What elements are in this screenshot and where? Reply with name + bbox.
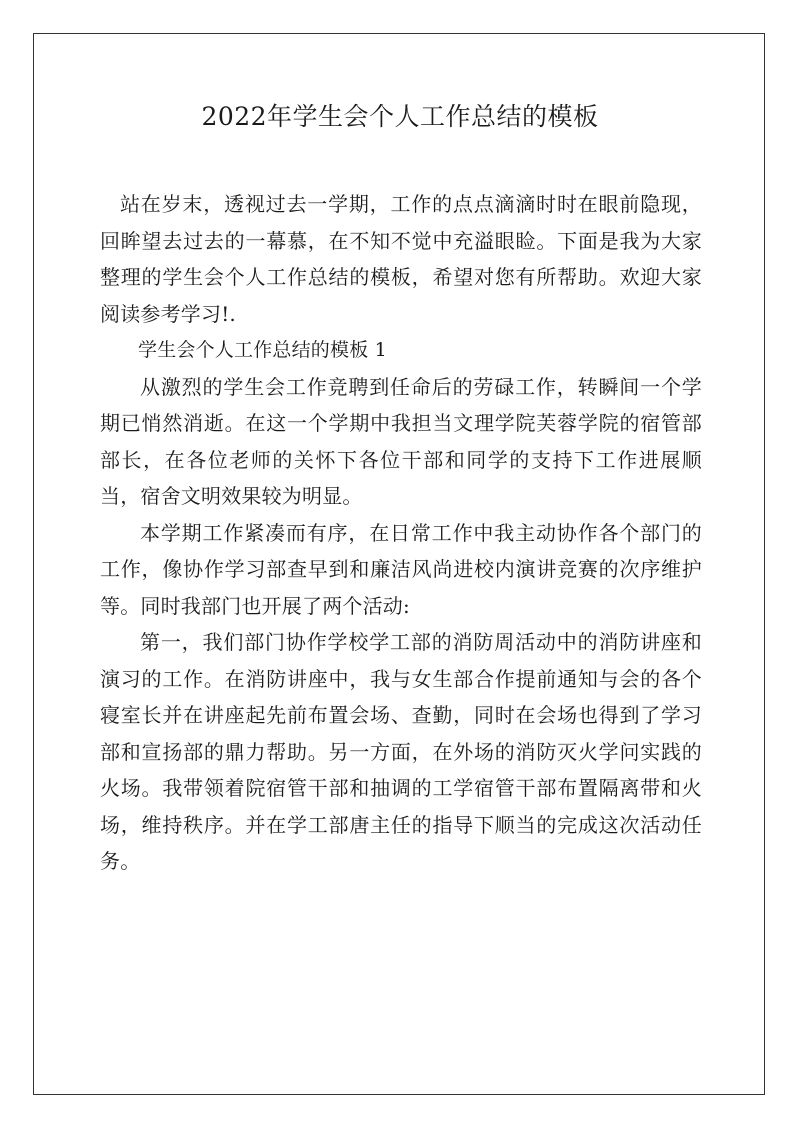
section-heading: 学生会个人工作总结的模板 1 [138, 339, 387, 361]
document-title: 2022年学生会个人工作总结的模板 [201, 102, 599, 131]
body-paragraph: 从激烈的学生会工作竞聘到任命后的劳碌工作，转瞬间一个学期已悄然消逝。在这一个学期中我担当文理学院芙蓉学院的宿管部部长，在各位老师的关怀下各位干部和同学的支持下工作进展顺当，宿舍文明效果较为明显。 [100, 374, 702, 508]
document-body [100, 186, 702, 880]
body-paragraph: 第一，我们部门协作学校学工部的消防周活动中的消防讲座和演习的工作。在消防讲座中，我与女生部合作提前通知与会的各个寝室长并在讲座起先前布置会场、查勤，同时在会场也得到了学习部和宣扬部的鼎力帮助。另一方面，在外场的消防灭火学问实践的火场。我带领着院宿管干部和抽调的工学宿管干部布置隔离带和火场，维持秩序。并在学工部唐主任的指导下顺当的完成这次活动任务。 [100, 630, 702, 873]
body-paragraph: 本学期工作紧凑而有序，在日常工作中我主动协作各个部门的工作，像协作学习部查早到和廉洁风尚进校内演讲竞赛的次序维护等。同时我部门也开展了两个活动: [100, 520, 702, 618]
intro-paragraph: 站在岁末，透视过去一学期，工作的点点滴滴时时在眼前隐现，回眸望去过去的一幕慕，在不知不觉中充溢眼睑。下面是我为大家整理的学生会个人工作总结的模板，希望对您有所帮助。欢迎大家阅读参考学习!. [100, 192, 702, 326]
